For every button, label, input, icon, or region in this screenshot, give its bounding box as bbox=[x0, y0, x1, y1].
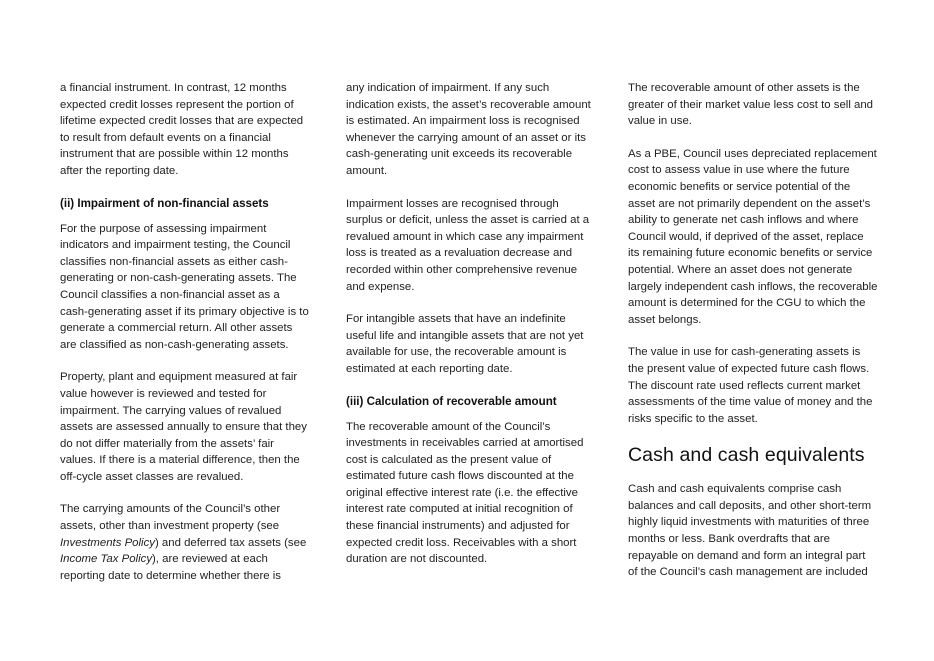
carrying-amounts-text-a: The carrying amounts of the Council’s other assets, other than investment property (see bbox=[60, 503, 281, 533]
column-3 bbox=[628, 80, 878, 597]
paragraph-value-in-use: The value in use for cash-generating assets is the present value of expected future cash flows. The discount rate used reflects current market assessments of the time value of money and the risks specific to the asset. bbox=[628, 346, 873, 425]
investments-policy-reference: Investments Policy bbox=[60, 536, 155, 549]
heading-impairment-non-financial-assets: (ii) Impairment of non-financial assets bbox=[60, 196, 269, 210]
paragraph-recoverable-other-assets: The recoverable amount of other assets is the greater of their market value less cost to sell and value in use. bbox=[628, 82, 874, 128]
paragraph-recoverable-amount-receivables: The recoverable amount of the Council’s investments in receivables carried at amortised cost is calculated as the present value of estimated future cash flows discounted at the original effective interest rate (i.e. the effective interest rate computed at initial recognition of these financial instruments) and adjusted for expected credit loss. Receivables with a short duration are not discounted. bbox=[346, 420, 584, 566]
paragraph-property-plant-equipment: Property, plant and equipment measured at fair value however is reviewed and tested for impairment. The carrying values of revalued assets are assessed annually to ensure that they do not differ materially from the assets’ fair values. If there is a material difference, then the off-cycle asset classes are revalued. bbox=[60, 371, 307, 483]
column-1 bbox=[60, 80, 310, 600]
carrying-amounts-text-c: ), are reviewed at each reporting date to determine whether there is bbox=[60, 553, 281, 582]
paragraph-indication-of-impairment: any indication of impairment. If any such indication exists, the asset’s recoverable amount is estimated. An impairment loss is recognised whenever the carrying amount of an asset or its cash-generating unit exceeds its recoverable amount. bbox=[346, 82, 591, 177]
carrying-amounts-text-b: ) and deferred tax assets (see bbox=[154, 536, 307, 549]
heading-cash-and-cash-equivalents: Cash and cash equivalents bbox=[628, 444, 865, 467]
paragraph-intangible-assets: For intangible assets that have an indefinite useful life and intangible assets that are not yet available for use, the recoverable amount is estimated at each reporting date. bbox=[346, 313, 584, 375]
paragraph-impairment-losses: Impairment losses are recognised through surplus or deficit, unless the asset is carried at a revalued amount in which case any impairment loss is treated as a revaluation decrease and recorded within other comprehensive revenue and expense. bbox=[346, 197, 590, 293]
heading-calculation-recoverable-amount: (iii) Calculation of recoverable amount bbox=[346, 394, 557, 408]
income-tax-policy-reference: Income Tax Policy bbox=[60, 553, 153, 566]
column-2 bbox=[346, 80, 596, 584]
paragraph-carrying-amounts bbox=[60, 501, 310, 584]
paragraph-cash-equivalents: Cash and cash equivalents comprise cash balances and call deposits, and other short-term highly liquid investments with maturities of three months or less. Bank overdrafts that are repayable on demand and form an integral part of the Council’s cash management are included bbox=[628, 483, 872, 579]
paragraph-expected-credit-losses: a financial instrument. In contrast, 12 months expected credit losses represent the portion of lifetime expected credit losses that are expected to result from default events on a financial instrument that are possible within 12 months after the reporting date. bbox=[60, 82, 304, 177]
paragraph-assessing-impairment: For the purpose of assessing impairment indicators and impairment testing, the Council classifies non-financial assets as either cash-generating or non-cash-generating assets. The Council classifies a non-financial asset as a cash-generating asset if its primary objective is to generate a commercial return. All other assets are classified as non-cash-generating assets. bbox=[60, 222, 309, 351]
paragraph-pbe-depreciated-cost: As a PBE, Council uses depreciated replacement cost to assess value in use where the future economic benefits or service potential of the asset are not primarily dependent on the asset’s ability to generate net cash inflows and where Council would, if deprived of the asset, replace its remaining future economic benefits or service potential. Where an asset does not generate largely independent cash inflows, the recoverable amount is determined for the CGU to which the asset belongs. bbox=[628, 147, 878, 326]
